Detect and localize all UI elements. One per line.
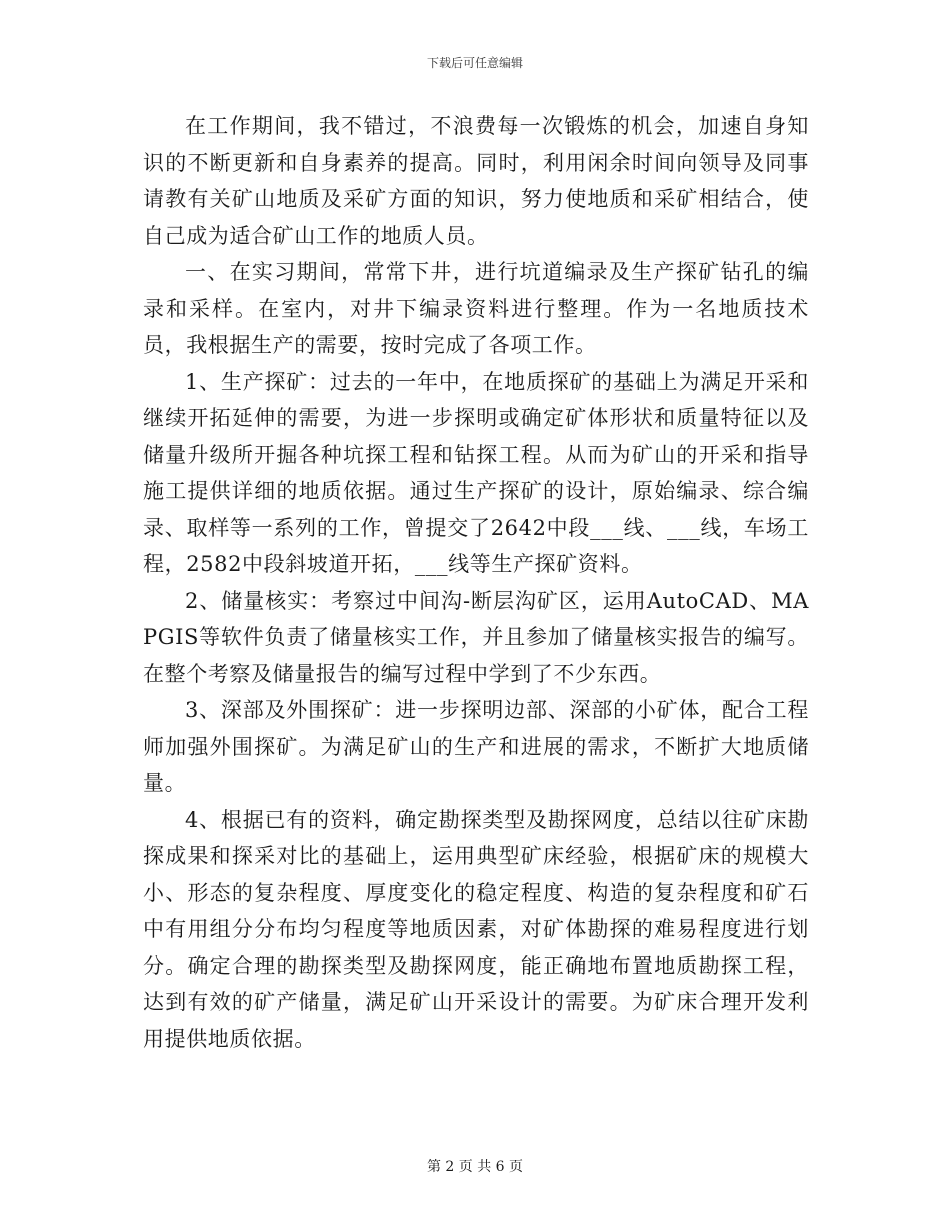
paragraph-reserve-verification: 2、储量核实：考察过中间沟-断层沟矿区，运用AutoCAD、MAPGIS等软件负责了储量核实工作，并且参加了储量核实报告的编写。在整个考察及储量报告的编写过程中学到了不少东西。 — [143, 588, 809, 686]
paragraph-exploration-type: 4、根据已有的资料，确定勘探类型及勘探网度，总结以往矿床勘探成果和探采对比的基础上，运用典型矿床经验，根据矿床的规模大小、形态的复杂程度、厚度变化的稳定程度、构造的复杂程度和矿石中有用组分分布均匀程度等地质因素，对矿体勘探的难易程度进行划分。确定合理的勘探类型及勘探网度，能正确地布置地质勘探工程，达到有效的矿产储量，满足矿山开采设计的需要。为矿床合理开发利用提供地质依据。 — [143, 807, 809, 1051]
paragraph-production-exploration: 1、生产探矿：过去的一年中，在地质探矿的基础上为满足开采和继续开拓延伸的需要，为进一步探明或确定矿体形状和质量特征以及储量升级所开掘各种坑探工程和钻探工程。从而为矿山的开采和指导施工提供详细的地质依据。通过生产探矿的设计，原始编录、综合编录、取样等一系列的工作，曾提交了2642中段___线、___线，车场工程，2582中段斜坡道开拓，___线等生产探矿资料。 — [143, 369, 809, 576]
paragraph-internship: 一、在实习期间，常常下井，进行坑道编录及生产探矿钻孔的编录和采样。在室内，对井下编录资料进行整理。作为一名地质技术员，我根据生产的需要，按时完成了各项工作。 — [143, 260, 809, 357]
document-body — [143, 108, 809, 1057]
page-header-note: 下载后可任意编辑 — [426, 56, 523, 70]
page-number: 第 2 页 共 6 页 — [426, 1159, 524, 1175]
paragraph-deep-exploration: 3、深部及外围探矿：进一步探明边部、深部的小矿体，配合工程师加强外围探矿。为满足矿山的生产和进展的需求，不断扩大地质储量。 — [143, 698, 809, 795]
paragraph-work-period: 在工作期间，我不错过，不浪费每一次锻炼的机会，加速自身知识的不断更新和自身素养的提高。同时，利用闲余时间向领导及同事请教有关矿山地质及采矿方面的知识，努力使地质和采矿相结合，使自己成为适合矿山工作的地质人员。 — [143, 114, 809, 248]
